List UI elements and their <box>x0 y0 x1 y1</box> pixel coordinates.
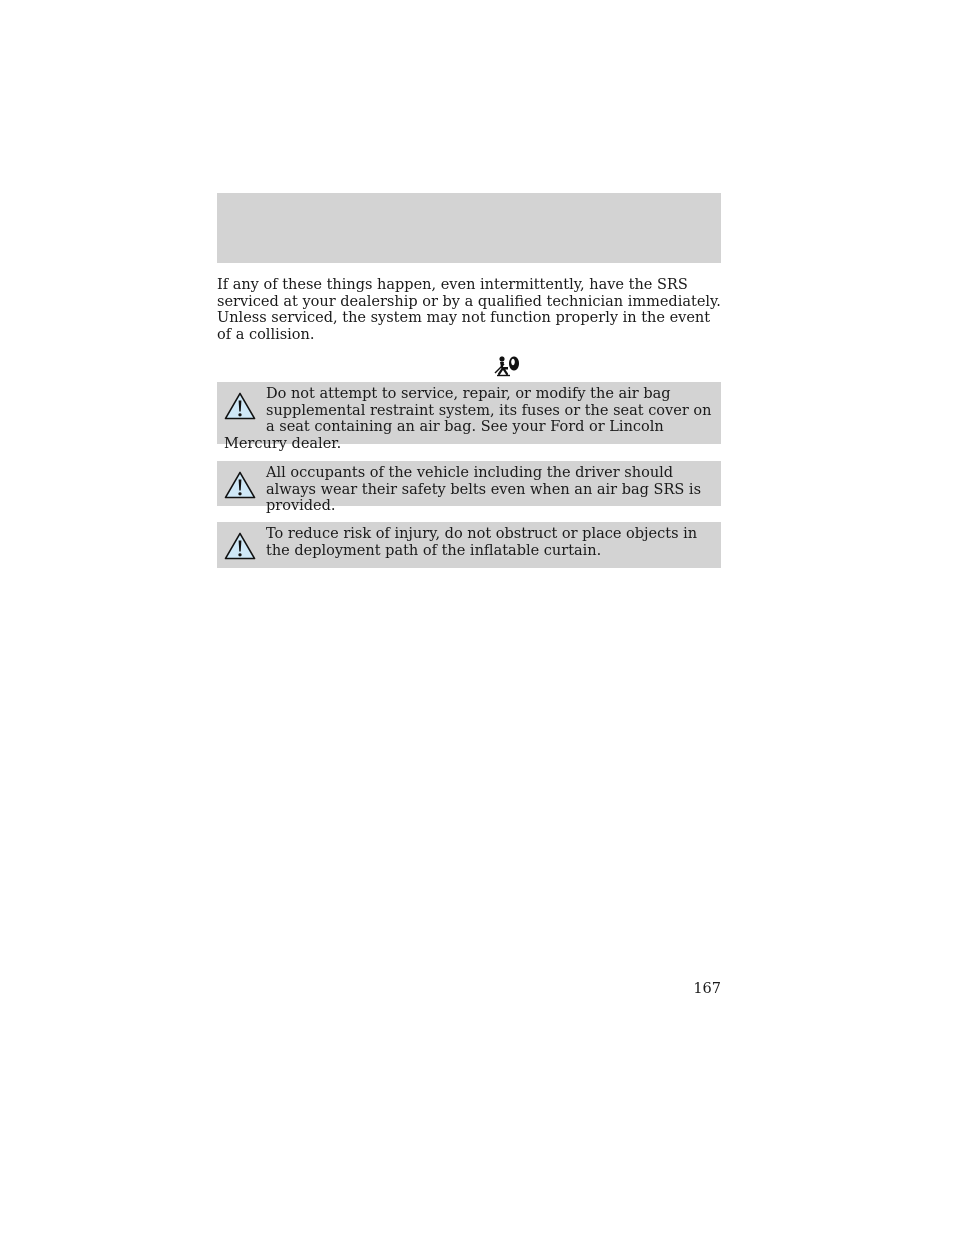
page-number: 167 <box>693 981 721 997</box>
warning-box-safety-belts <box>217 461 721 514</box>
header-band <box>217 193 721 263</box>
warning-triangle-icon <box>224 532 256 560</box>
warning-text: All occupants of the vehicle including the driver should always wear their safety belts even when an air bag SRS is provided. <box>266 465 702 514</box>
intro-paragraph: If any of these things happen, even intermittently, have the SRS serviced at your dealership or by a qualified technician immediately. Unless serviced, the system may not function properly in the event of a collision. <box>217 277 721 343</box>
warning-box-curtain <box>217 522 721 568</box>
warning-box-service <box>217 382 721 452</box>
warning-triangle-icon <box>224 392 256 420</box>
warning-triangle-icon <box>224 471 256 499</box>
airbag-icon <box>494 355 520 377</box>
warning-text: Do not attempt to service, repair, or modify the air bag supplemental restraint system, its fuses or the seat cover on a seat containing an air bag. See your Ford or Lincoln Mercury dealer. <box>224 386 712 452</box>
warning-text: To reduce risk of injury, do not obstruct or place objects in the deployment path of the inflatable curtain. <box>266 526 698 559</box>
